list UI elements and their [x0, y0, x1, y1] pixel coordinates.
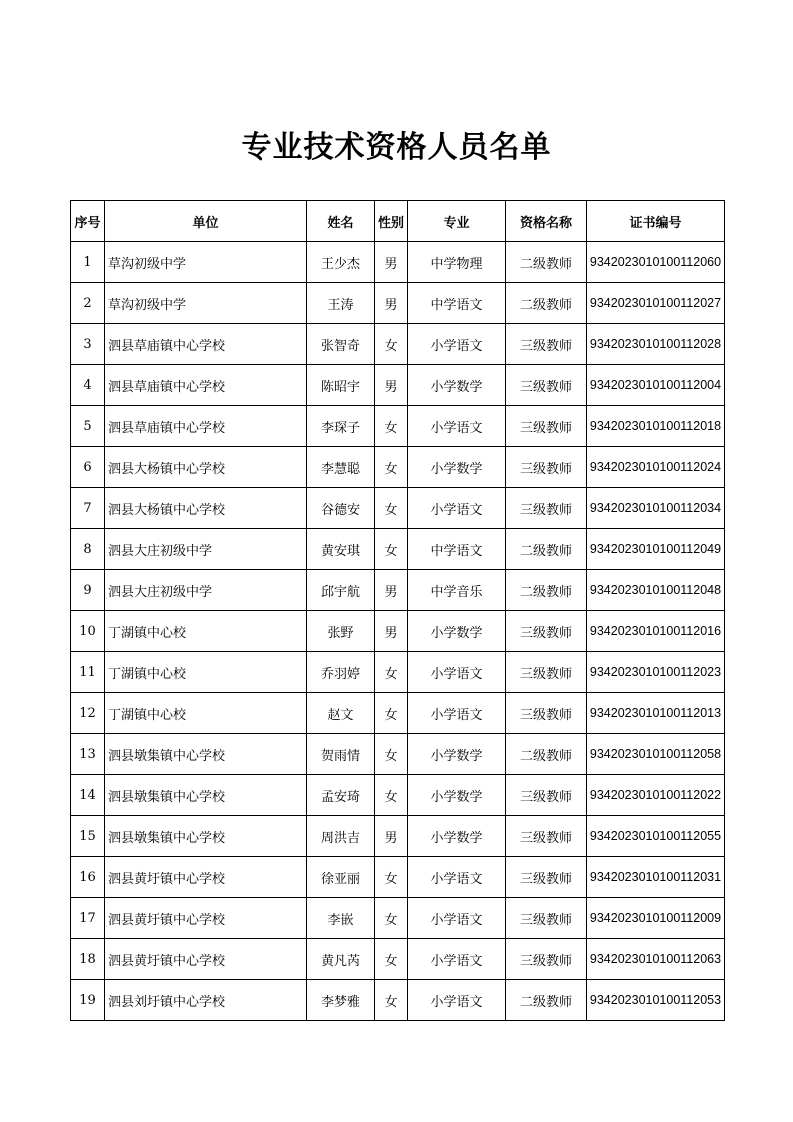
cell-index: 11 [71, 652, 105, 693]
cell-gender: 女 [375, 406, 408, 447]
cell-name: 周洪吉 [307, 816, 375, 857]
cell-certificate: 9342023010100112009 [587, 898, 725, 939]
cell-unit: 泗县墩集镇中心学校 [105, 734, 307, 775]
header-row [71, 201, 725, 242]
cell-qualification: 二级教师 [506, 242, 587, 283]
cell-gender: 男 [375, 365, 408, 406]
roster-table [70, 200, 725, 1021]
cell-index: 6 [71, 447, 105, 488]
header-index: 序号 [71, 201, 105, 242]
table-row [71, 775, 725, 816]
cell-major: 小学语文 [408, 488, 506, 529]
roster-body [71, 242, 725, 1021]
cell-name: 李琛子 [307, 406, 375, 447]
cell-qualification: 三级教师 [506, 939, 587, 980]
cell-certificate: 9342023010100112034 [587, 488, 725, 529]
cell-gender: 男 [375, 611, 408, 652]
cell-gender: 女 [375, 775, 408, 816]
table-row [71, 652, 725, 693]
cell-index: 13 [71, 734, 105, 775]
cell-index: 14 [71, 775, 105, 816]
table-row [71, 857, 725, 898]
header-unit: 单位 [105, 201, 307, 242]
cell-qualification: 二级教师 [506, 570, 587, 611]
cell-gender: 女 [375, 447, 408, 488]
cell-unit: 丁湖镇中心校 [105, 652, 307, 693]
cell-certificate: 9342023010100112013 [587, 693, 725, 734]
cell-qualification: 二级教师 [506, 734, 587, 775]
cell-major: 小学数学 [408, 365, 506, 406]
cell-unit: 丁湖镇中心校 [105, 693, 307, 734]
cell-unit: 丁湖镇中心校 [105, 611, 307, 652]
cell-gender: 男 [375, 570, 408, 611]
cell-name: 张野 [307, 611, 375, 652]
cell-certificate: 9342023010100112063 [587, 939, 725, 980]
cell-index: 7 [71, 488, 105, 529]
cell-gender: 女 [375, 939, 408, 980]
cell-qualification: 三级教师 [506, 857, 587, 898]
cell-major: 小学数学 [408, 611, 506, 652]
cell-certificate: 9342023010100112024 [587, 447, 725, 488]
cell-name: 王少杰 [307, 242, 375, 283]
cell-major: 小学语文 [408, 980, 506, 1021]
cell-index: 3 [71, 324, 105, 365]
header-qualification: 资格名称 [506, 201, 587, 242]
cell-name: 王涛 [307, 283, 375, 324]
cell-index: 19 [71, 980, 105, 1021]
cell-unit: 泗县大杨镇中心学校 [105, 488, 307, 529]
cell-name: 乔羽婷 [307, 652, 375, 693]
table-row [71, 611, 725, 652]
cell-major: 小学语文 [408, 693, 506, 734]
table-row [71, 324, 725, 365]
cell-certificate: 9342023010100112018 [587, 406, 725, 447]
cell-qualification: 三级教师 [506, 406, 587, 447]
table-row [71, 242, 725, 283]
table-row [71, 898, 725, 939]
table-row [71, 816, 725, 857]
cell-qualification: 二级教师 [506, 980, 587, 1021]
cell-name: 邱宇航 [307, 570, 375, 611]
cell-certificate: 9342023010100112027 [587, 283, 725, 324]
cell-name: 李梦雅 [307, 980, 375, 1021]
table-row [71, 570, 725, 611]
cell-unit: 草沟初级中学 [105, 283, 307, 324]
cell-index: 15 [71, 816, 105, 857]
cell-index: 8 [71, 529, 105, 570]
cell-unit: 泗县草庙镇中心学校 [105, 365, 307, 406]
table-row [71, 365, 725, 406]
cell-index: 17 [71, 898, 105, 939]
cell-name: 徐亚丽 [307, 857, 375, 898]
cell-name: 陈昭宇 [307, 365, 375, 406]
cell-name: 黄凡芮 [307, 939, 375, 980]
cell-qualification: 三级教师 [506, 324, 587, 365]
header-major: 专业 [408, 201, 506, 242]
cell-gender: 女 [375, 857, 408, 898]
cell-gender: 男 [375, 283, 408, 324]
cell-unit: 泗县大庄初级中学 [105, 570, 307, 611]
cell-major: 中学音乐 [408, 570, 506, 611]
cell-qualification: 三级教师 [506, 898, 587, 939]
header-name: 姓名 [307, 201, 375, 242]
table-row [71, 734, 725, 775]
cell-index: 4 [71, 365, 105, 406]
header-certificate: 证书编号 [587, 201, 725, 242]
cell-qualification: 三级教师 [506, 693, 587, 734]
cell-qualification: 三级教师 [506, 488, 587, 529]
table-row [71, 980, 725, 1021]
table-row [71, 447, 725, 488]
cell-gender: 女 [375, 652, 408, 693]
cell-major: 中学语文 [408, 283, 506, 324]
cell-major: 小学数学 [408, 775, 506, 816]
cell-gender: 女 [375, 324, 408, 365]
cell-certificate: 9342023010100112049 [587, 529, 725, 570]
cell-unit: 泗县黄圩镇中心学校 [105, 939, 307, 980]
cell-index: 12 [71, 693, 105, 734]
cell-index: 16 [71, 857, 105, 898]
cell-index: 9 [71, 570, 105, 611]
cell-major: 小学数学 [408, 816, 506, 857]
cell-certificate: 9342023010100112058 [587, 734, 725, 775]
table-row [71, 939, 725, 980]
cell-name: 赵文 [307, 693, 375, 734]
cell-certificate: 9342023010100112023 [587, 652, 725, 693]
cell-major: 小学语文 [408, 857, 506, 898]
cell-gender: 女 [375, 529, 408, 570]
cell-major: 小学数学 [408, 447, 506, 488]
table-row [71, 406, 725, 447]
cell-qualification: 三级教师 [506, 652, 587, 693]
cell-unit: 泗县大庄初级中学 [105, 529, 307, 570]
page-title: 专业技术资格人员名单 [241, 130, 552, 165]
cell-gender: 女 [375, 488, 408, 529]
cell-index: 18 [71, 939, 105, 980]
cell-qualification: 三级教师 [506, 611, 587, 652]
cell-name: 孟安琦 [307, 775, 375, 816]
cell-name: 李嵌 [307, 898, 375, 939]
cell-certificate: 9342023010100112031 [587, 857, 725, 898]
cell-qualification: 二级教师 [506, 283, 587, 324]
cell-certificate: 9342023010100112055 [587, 816, 725, 857]
cell-major: 小学语文 [408, 324, 506, 365]
cell-gender: 女 [375, 980, 408, 1021]
cell-certificate: 9342023010100112016 [587, 611, 725, 652]
cell-gender: 女 [375, 898, 408, 939]
cell-major: 小学数学 [408, 734, 506, 775]
cell-unit: 草沟初级中学 [105, 242, 307, 283]
cell-unit: 泗县大杨镇中心学校 [105, 447, 307, 488]
cell-certificate: 9342023010100112048 [587, 570, 725, 611]
cell-major: 中学物理 [408, 242, 506, 283]
cell-index: 5 [71, 406, 105, 447]
cell-unit: 泗县黄圩镇中心学校 [105, 898, 307, 939]
cell-certificate: 9342023010100112060 [587, 242, 725, 283]
cell-gender: 女 [375, 693, 408, 734]
cell-name: 谷德安 [307, 488, 375, 529]
cell-qualification: 三级教师 [506, 447, 587, 488]
cell-qualification: 二级教师 [506, 529, 587, 570]
cell-unit: 泗县黄圩镇中心学校 [105, 857, 307, 898]
cell-gender: 男 [375, 242, 408, 283]
cell-unit: 泗县墩集镇中心学校 [105, 775, 307, 816]
cell-certificate: 9342023010100112028 [587, 324, 725, 365]
cell-major: 中学语文 [408, 529, 506, 570]
cell-gender: 女 [375, 734, 408, 775]
cell-index: 2 [71, 283, 105, 324]
cell-index: 1 [71, 242, 105, 283]
cell-major: 小学语文 [408, 939, 506, 980]
cell-major: 小学语文 [408, 406, 506, 447]
cell-name: 张智奇 [307, 324, 375, 365]
table-row [71, 488, 725, 529]
cell-major: 小学语文 [408, 652, 506, 693]
cell-name: 贺雨情 [307, 734, 375, 775]
header-gender: 性别 [375, 201, 408, 242]
cell-certificate: 9342023010100112053 [587, 980, 725, 1021]
cell-certificate: 9342023010100112022 [587, 775, 725, 816]
cell-qualification: 三级教师 [506, 365, 587, 406]
cell-gender: 男 [375, 816, 408, 857]
cell-index: 10 [71, 611, 105, 652]
cell-certificate: 9342023010100112004 [587, 365, 725, 406]
cell-unit: 泗县草庙镇中心学校 [105, 324, 307, 365]
cell-name: 李慧聪 [307, 447, 375, 488]
cell-qualification: 三级教师 [506, 816, 587, 857]
cell-unit: 泗县草庙镇中心学校 [105, 406, 307, 447]
cell-qualification: 三级教师 [506, 775, 587, 816]
cell-unit: 泗县墩集镇中心学校 [105, 816, 307, 857]
cell-name: 黄安琪 [307, 529, 375, 570]
table-row [71, 693, 725, 734]
cell-unit: 泗县刘圩镇中心学校 [105, 980, 307, 1021]
table-row [71, 283, 725, 324]
table-row [71, 529, 725, 570]
cell-major: 小学语文 [408, 898, 506, 939]
